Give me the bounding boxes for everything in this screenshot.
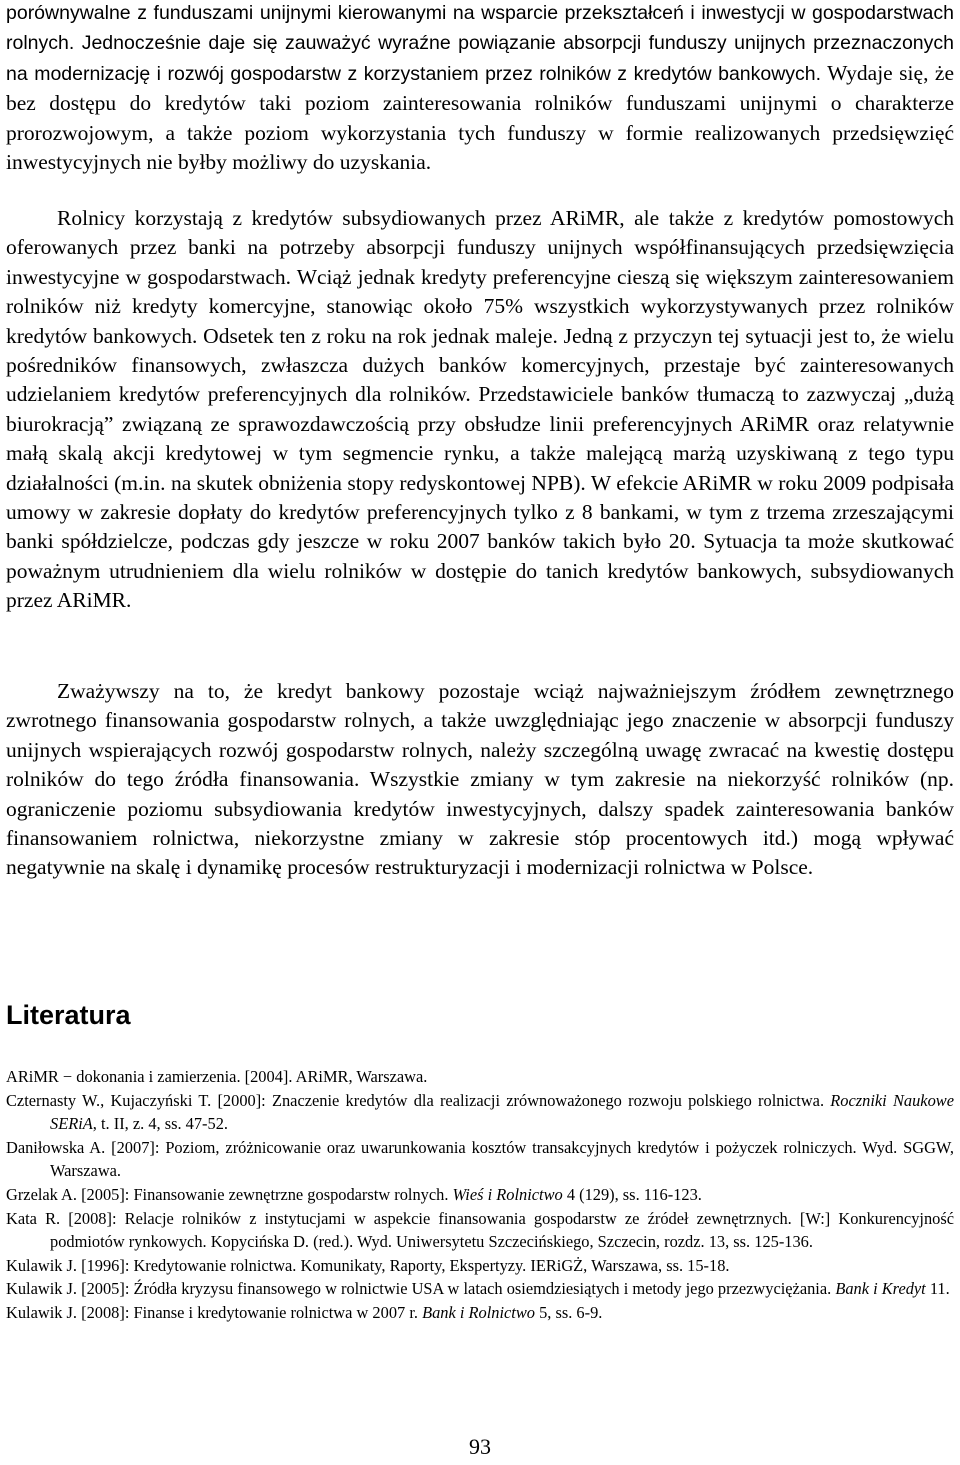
paragraph-2: Rolnicy korzystają z kredytów subsydiowanych przez ARiMR, ale także z kredytów pomostowych oferowanych przez banki na potrzeby absorpcji funduszy unijnych współfinansujących przedsięwzięcia inwestycyjne w gospodarstwach. Wciąż jednak kredyty preferencyjne cieszą się większym zainteresowaniem rolników niż kredyty komercyjne, stanowiąc około 75% wszystkich wykorzystywanych przez rolników kredytów bankowych. Odsetek ten z roku na rok jednak maleje. Jedną z przyczyn tej sytuacji jest to, że wielu pośredników finansowych, zwłaszcza dużych banków komercyjnych, przestaje być zainteresowanych udzielaniem kredytów preferencyjnych dla rolników. Przedstawiciele banków tłumaczą to zazwyczaj „dużą biurokracją” związaną ze sprawozdawczością przy obsłudze linii preferencyjnych ARiMR oraz relatywnie małą skalą akcji kredytowej w tym segmencie rynku, a także malejącą marżą uzyskiwaną z tego typu działalności (m.in. na skutek obniżenia stopy redyskontowej NPB). W efekcie ARiMR w roku 2009 podpisała umowy w zakresie dopłaty do kredytów preferencyjnych tylko z 8 bankami, w tym z trzema zrzeszającymi banki spółdzielcze, podczas gdy jeszcze w roku 2007 banków takich było 20. Sytuacja ta może skutkować poważnym utrudnieniem dla wielu rolników w dostępie do tanich kredytów bankowych, subsydiowanych przez ARiMR. xyxy=(6,206,954,613)
paragraph-3: Zważywszy na to, że kredyt bankowy pozostaje wciąż najważniejszym źródłem zewnętrznego zwrotnego finansowania gospodarstw rolnych, a także uwzględniając jego znaczenie w absorpcji funduszy unijnych wspierających rozwój gospodarstw rolnych, należy szczególną uwagę zwracać na kwestię dostępu rolników do tego źródła finansowania. Wszystkie zmiany w tym zakresie na niekorzyść rolników (np. ograniczenie poziomu subsydiowania kredytów inwestycyjnych, dalszy spadek zainteresowania banków finansowaniem rolnictwa, niekorzystne zmiany w zakresie stóp procentowych itd.) mogą wpływać negatywnie na skalę i dynamikę procesów restrukturyzacji i modernizacji rolnictwa w Polsce. xyxy=(6,679,954,880)
reference-item: Daniłowska A. [2007]: Poziom, zróżnicowanie oraz uwarunkowania kosztów transakcyjnych kredytów i pożyczek rolniczych. Wyd. SGGW, Warszawa. xyxy=(6,1137,954,1180)
reference-item: Kulawik J. [2005]: Źródła kryzysu finansowego w rolnictwie USA w latach osiemdziesiątych i metody jego przezwyciężania. Bank i Kredyt 11. xyxy=(6,1279,950,1299)
references-heading: Literatura xyxy=(6,1000,131,1030)
page-number: 93 xyxy=(469,1434,491,1459)
reference-item: Kulawik J. [2008]: Finanse i kredytowanie rolnictwa w 2007 r. Bank i Rolnictwo 5, ss. 6-9. xyxy=(6,1303,603,1323)
reference-item: Czternasty W., Kujaczyński T. [2000]: Znaczenie kredytów dla realizacji zrównoważonego rozwoju polskiego rolnictwa. Roczniki Naukowe SERiA, t. II, z. 4, ss. 47-52. xyxy=(6,1090,954,1133)
reference-item: Grzelak A. [2005]: Finansowanie zewnętrzne gospodarstw rolnych. Wieś i Rolnictwo 4 (129), ss. 116-123. xyxy=(6,1184,702,1204)
reference-item: ARiMR − dokonania i zamierzenia. [2004]. ARiMR, Warszawa. xyxy=(6,1067,428,1086)
reference-item: Kata R. [2008]: Relacje rolników z instytucjami w aspekcie finansowania gospodarstw ze źródeł zewnętrznych. [W:] Konkurencyjność podmiotów rynkowych. Kopycińska D. (red.). Wyd. Uniwersytetu Szczecińskiego, Szczecin, rozdz. 13, ss. 125-136. xyxy=(6,1208,954,1251)
paragraph-1-part-b: Wydaje się, że bez dostępu do kredytów taki poziom zainteresowania rolników funduszami unijnymi o charakterze prorozwojowym, a także poziom wykorzystania tych funduszy w formie realizowanych przedsięwzięć inwestycyjnych nie byłby możliwy do uzyskania. xyxy=(6,60,954,175)
references-list xyxy=(6,1065,954,1325)
reference-item: Kulawik J. [1996]: Kredytowanie rolnictwa. Komunikaty, Raporty, Ekspertyzy. IERiGŻ, Warszawa, ss. 15-18. xyxy=(6,1255,730,1275)
paragraph-1 xyxy=(6,0,954,177)
paragraph-1-part-a: porównywalne z funduszami unijnymi kierowanymi na wsparcie przekształceń i inwestycji w gospodarstwach rolnych. Jednocześnie daje się zauważyć wyraźne powiązanie absorpcji funduszy unijnych przeznaczonych na modernizację i rozwój gospodarstw z korzystaniem przez rolników z kredytów bankowych. xyxy=(6,2,954,85)
